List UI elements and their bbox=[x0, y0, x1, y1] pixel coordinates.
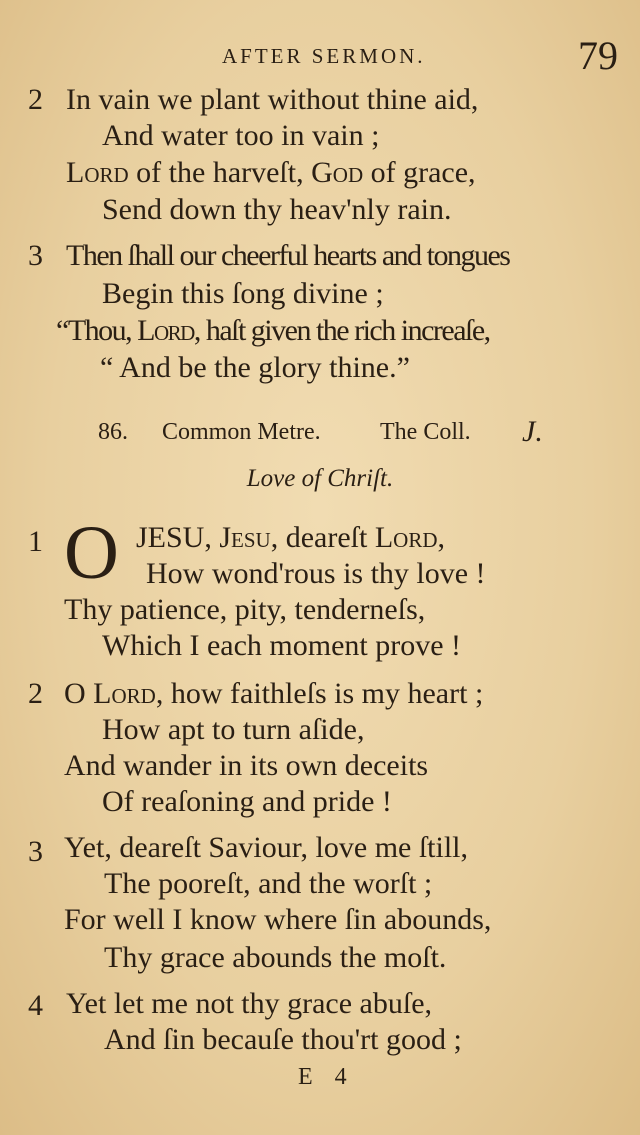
small-caps-word: God bbox=[311, 156, 364, 189]
small-caps-word: Lord bbox=[374, 521, 438, 554]
hymn-metre: Common Metre. bbox=[162, 419, 321, 445]
verse-text: “Thou, bbox=[56, 314, 138, 347]
page-header bbox=[0, 33, 640, 80]
verse-text: of the harveſt, bbox=[128, 156, 312, 189]
verse-line: Then ſhall our cheerful hearts and tongues bbox=[66, 239, 510, 272]
stanza-number: 3 bbox=[28, 239, 43, 272]
page-number: 79 bbox=[578, 33, 618, 78]
verse-line: And wander in its own deceits bbox=[64, 749, 429, 782]
verse-line: How wond'rous is thy love ! bbox=[146, 557, 486, 590]
verse-line: Which I each moment prove ! bbox=[102, 629, 462, 662]
verse-line: Begin this ſong divine ; bbox=[102, 277, 384, 310]
verse-line bbox=[64, 676, 483, 712]
verse-line: For well I know where ſin abounds, bbox=[64, 903, 492, 936]
verse-line bbox=[56, 313, 490, 349]
verse-text: , haſt given the rich increaſe, bbox=[193, 314, 490, 347]
stanza-number: 2 bbox=[28, 83, 43, 116]
verse-line: Thy patience, pity, tenderneſs, bbox=[64, 593, 426, 626]
running-head: AFTER SERMON. bbox=[222, 44, 426, 68]
verse-line: “ And be the glory thine.” bbox=[100, 351, 410, 384]
verse-text: JESU, bbox=[136, 521, 220, 554]
verse-text: , bbox=[437, 521, 445, 554]
drop-cap: O bbox=[64, 511, 119, 595]
hymn-info bbox=[0, 412, 640, 452]
small-caps-word: Lord bbox=[66, 156, 129, 189]
hymn-tune: The Coll. bbox=[380, 419, 471, 445]
verse-line: Send down thy heav'nly rain. bbox=[102, 193, 452, 226]
small-caps-word: Lord bbox=[93, 677, 156, 710]
verse-line: Yet, deareſt Saviour, love me ſtill, bbox=[64, 831, 469, 864]
verse-text: O bbox=[64, 677, 94, 710]
verse-line: And water too in vain ; bbox=[102, 119, 380, 152]
verse-line: Of reaſoning and pride ! bbox=[102, 785, 392, 818]
hymn-number: 86. bbox=[98, 419, 128, 445]
verse-line: How apt to turn aſide, bbox=[102, 713, 365, 746]
signature-mark: E 4 bbox=[298, 1064, 355, 1090]
verse-line: Thy grace abounds the moſt. bbox=[104, 941, 447, 974]
verse-line: The pooreſt, and the worſt ; bbox=[104, 867, 433, 900]
verse-line bbox=[66, 155, 476, 191]
verse-line: And ſin becauſe thou'rt good ; bbox=[104, 1023, 462, 1056]
stanza-number: 3 bbox=[28, 835, 43, 868]
verse-text: , how faithleſs is my heart ; bbox=[155, 677, 484, 710]
hymn-subject: Love of Chriſt. bbox=[246, 465, 394, 492]
stanza-number: 1 bbox=[28, 525, 43, 558]
stanza-number: 2 bbox=[28, 677, 43, 710]
verse-line bbox=[136, 520, 445, 556]
verse-line: Yet let me not thy grace abuſe, bbox=[66, 987, 433, 1020]
small-caps-word: Lord bbox=[137, 314, 194, 347]
stanza-number: 4 bbox=[28, 989, 43, 1022]
verse-text: , deareſt bbox=[270, 521, 375, 554]
hymn-author: J. bbox=[522, 415, 543, 448]
verse-line: In vain we plant without thine aid, bbox=[66, 83, 479, 116]
small-caps-word: Jesu bbox=[219, 521, 271, 554]
verse-text: of grace, bbox=[363, 156, 476, 189]
